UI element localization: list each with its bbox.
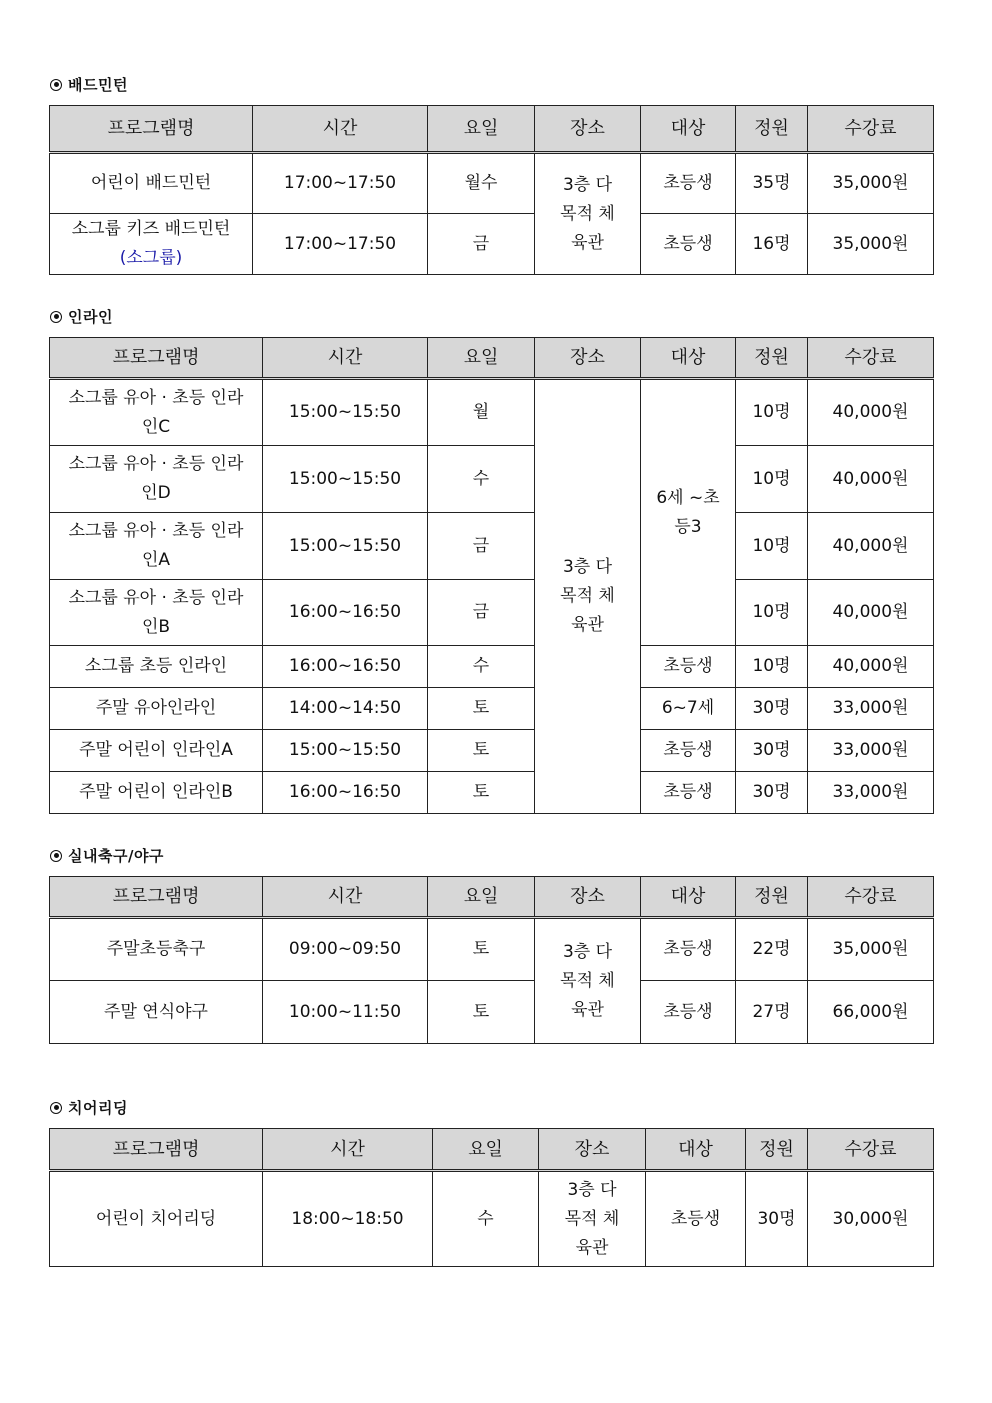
table-row: [50, 772, 934, 814]
time-cell: 09:00~09:50: [263, 918, 428, 981]
header-target: 대상: [646, 1129, 746, 1171]
program-name: [50, 214, 253, 275]
program-name-sub: (소그룹): [119, 248, 183, 268]
time-cell: 18:00~18:50: [263, 1171, 433, 1267]
capacity-cell: 10명: [736, 580, 808, 646]
header-day: 요일: [433, 1129, 539, 1171]
target-cell: 초등생: [641, 214, 736, 275]
time-cell: 17:00~17:50: [253, 214, 428, 275]
capacity-cell: 30명: [736, 772, 808, 814]
target-cell: 초등생: [641, 918, 736, 981]
fee-cell: 33,000원: [808, 688, 934, 730]
program-name: 주말 연식야구: [50, 981, 263, 1044]
header-target: 대상: [641, 877, 736, 918]
time-cell: 15:00~15:50: [263, 513, 428, 580]
table-row: [50, 981, 934, 1044]
fee-cell: 33,000원: [808, 730, 934, 772]
time-cell: 10:00~11:50: [263, 981, 428, 1044]
day-cell: 토: [428, 918, 535, 981]
header-place: 장소: [535, 877, 641, 918]
time-cell: 16:00~16:50: [263, 772, 428, 814]
place-cell: 3층 다목적 체육관: [535, 153, 641, 275]
header-fee: 수강료: [808, 338, 934, 379]
header-capacity: 정원: [736, 338, 808, 379]
day-cell: 토: [428, 772, 535, 814]
header-program-name: 프로그램명: [50, 338, 263, 379]
table-row: [50, 214, 934, 275]
fee-cell: 40,000원: [808, 379, 934, 446]
target-cell: 초등생: [641, 646, 736, 688]
header-program-name: 프로그램명: [50, 877, 263, 918]
day-cell: 수: [428, 646, 535, 688]
table-header-row: [50, 1129, 934, 1171]
capacity-cell: 10명: [736, 446, 808, 513]
program-name: 주말 어린이 인라인A: [50, 730, 263, 772]
time-cell: 14:00~14:50: [263, 688, 428, 730]
time-cell: 16:00~16:50: [263, 646, 428, 688]
time-cell: 17:00~17:50: [253, 153, 428, 214]
table-row: [50, 446, 934, 513]
header-time: 시간: [263, 877, 428, 918]
capacity-cell: 27명: [736, 981, 808, 1044]
fee-cell: 35,000원: [808, 214, 934, 275]
table-row: [50, 1171, 934, 1267]
table-header-row: [50, 338, 934, 379]
capacity-cell: 10명: [736, 513, 808, 580]
program-name: 주말 유아인라인: [50, 688, 263, 730]
header-program-name: 프로그램명: [50, 1129, 263, 1171]
fee-cell: 33,000원: [808, 772, 934, 814]
header-target: 대상: [641, 338, 736, 379]
capacity-cell: 30명: [736, 730, 808, 772]
section-title-badminton: 배드민턴: [50, 74, 128, 95]
capacity-cell: 10명: [736, 379, 808, 446]
fee-cell: 40,000원: [808, 580, 934, 646]
target-cell: 6세 ~초등3: [641, 379, 736, 646]
capacity-cell: 30명: [736, 688, 808, 730]
fee-cell: 35,000원: [808, 153, 934, 214]
badminton-table: [49, 105, 934, 275]
fee-cell: 35,000원: [808, 918, 934, 981]
target-cell: 6~7세: [641, 688, 736, 730]
program-name: 소그룹 초등 인라인: [50, 646, 263, 688]
place-cell: 3층 다목적 체육관: [539, 1171, 646, 1267]
day-cell: 금: [428, 513, 535, 580]
time-cell: 15:00~15:50: [263, 446, 428, 513]
table-row: [50, 918, 934, 981]
table-row: [50, 730, 934, 772]
capacity-cell: 22명: [736, 918, 808, 981]
section-title-inline: 인라인: [50, 306, 113, 327]
capacity-cell: 35명: [736, 153, 808, 214]
capacity-cell: 10명: [736, 646, 808, 688]
table-header-row: [50, 106, 934, 153]
header-fee: 수강료: [808, 1129, 934, 1171]
header-place: 장소: [539, 1129, 646, 1171]
fee-cell: 40,000원: [808, 513, 934, 580]
program-name: 어린이 배드민턴: [50, 153, 253, 214]
fee-cell: 66,000원: [808, 981, 934, 1044]
table-row: [50, 688, 934, 730]
table-row: [50, 580, 934, 646]
header-place: 장소: [535, 338, 641, 379]
header-capacity: 정원: [746, 1129, 808, 1171]
day-cell: 금: [428, 580, 535, 646]
header-capacity: 정원: [736, 106, 808, 153]
place-cell: 3층 다목적 체육관: [535, 918, 641, 1044]
fee-cell: 30,000원: [808, 1171, 934, 1267]
program-name: 주말초등축구: [50, 918, 263, 981]
header-time: 시간: [263, 338, 428, 379]
target-cell: 초등생: [641, 730, 736, 772]
header-day: 요일: [428, 338, 535, 379]
table-row: [50, 513, 934, 580]
program-name: 어린이 치어리딩: [50, 1171, 263, 1267]
program-name: 소그룹 유아 · 초등 인라인B: [50, 580, 263, 646]
time-cell: 15:00~15:50: [263, 379, 428, 446]
header-capacity: 정원: [736, 877, 808, 918]
time-cell: 16:00~16:50: [263, 580, 428, 646]
header-program-name: 프로그램명: [50, 106, 253, 153]
table-row: [50, 379, 934, 446]
header-day: 요일: [428, 877, 535, 918]
program-name: 주말 어린이 인라인B: [50, 772, 263, 814]
section-title-cheerleading: 치어리딩: [50, 1097, 128, 1118]
day-cell: 수: [428, 446, 535, 513]
capacity-cell: 30명: [746, 1171, 808, 1267]
time-cell: 15:00~15:50: [263, 730, 428, 772]
day-cell: 월: [428, 379, 535, 446]
day-cell: 수: [433, 1171, 539, 1267]
header-time: 시간: [253, 106, 428, 153]
program-name-main: 소그룹 키즈 배드민턴: [71, 219, 231, 239]
capacity-cell: 16명: [736, 214, 808, 275]
program-name: 소그룹 유아 · 초등 인라인A: [50, 513, 263, 580]
header-fee: 수강료: [808, 106, 934, 153]
day-cell: 월수: [428, 153, 535, 214]
day-cell: 토: [428, 688, 535, 730]
fee-cell: 40,000원: [808, 646, 934, 688]
target-cell: 초등생: [641, 981, 736, 1044]
program-name: 소그룹 유아 · 초등 인라인D: [50, 446, 263, 513]
header-time: 시간: [263, 1129, 433, 1171]
target-cell: 초등생: [641, 772, 736, 814]
header-place: 장소: [535, 106, 641, 153]
program-name: 소그룹 유아 · 초등 인라인C: [50, 379, 263, 446]
double-circle-bullet-icon: [50, 79, 62, 91]
inline-table: [49, 337, 934, 814]
header-fee: 수강료: [808, 877, 934, 918]
double-circle-bullet-icon: [50, 311, 62, 323]
double-circle-bullet-icon: [50, 1102, 62, 1114]
cheerleading-table: [49, 1128, 934, 1267]
section-title-soccer-baseball: 실내축구/야구: [50, 845, 164, 866]
place-cell: 3층 다목적 체육관: [535, 379, 641, 814]
double-circle-bullet-icon: [50, 850, 62, 862]
header-day: 요일: [428, 106, 535, 153]
soccer-baseball-table: [49, 876, 934, 1044]
day-cell: 토: [428, 981, 535, 1044]
table-row: [50, 646, 934, 688]
header-target: 대상: [641, 106, 736, 153]
target-cell: 초등생: [641, 153, 736, 214]
day-cell: 토: [428, 730, 535, 772]
table-header-row: [50, 877, 934, 918]
table-row: [50, 153, 934, 214]
target-cell: 초등생: [646, 1171, 746, 1267]
day-cell: 금: [428, 214, 535, 275]
fee-cell: 40,000원: [808, 446, 934, 513]
